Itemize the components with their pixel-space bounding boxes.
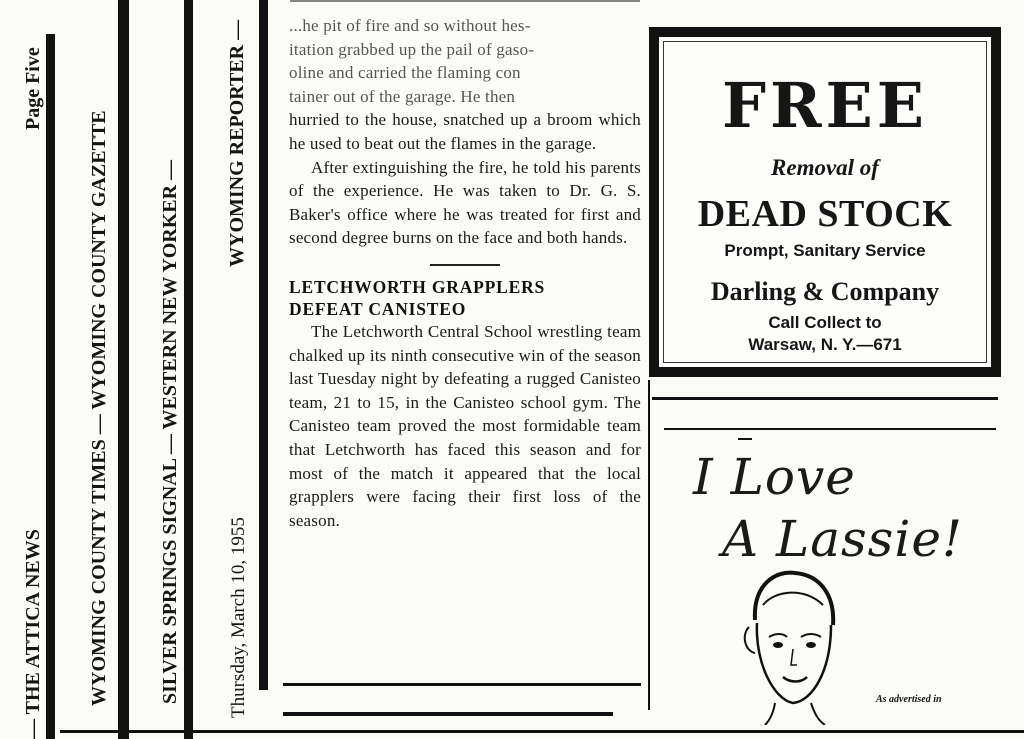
headline: DEFEAT CANISTEO — [289, 298, 467, 319]
bottom-rule — [283, 683, 641, 686]
page-bottom-rule — [60, 730, 1024, 733]
article-paragraph: hurried to the house, snatched up a broom which he used to beat out the flames in the garage. — [289, 110, 641, 153]
lassie-headline-1: I Love — [693, 448, 856, 506]
ad-free: FREE — [721, 69, 929, 142]
masthead-rule — [184, 0, 193, 739]
masthead-rule — [46, 34, 55, 739]
masthead-rule — [118, 0, 129, 739]
paper-wyoming-times-gazette: WYOMING COUNTY TIMES — WYOMING COUNTY GAZETTE — [88, 110, 110, 706]
ad-rule — [738, 438, 752, 440]
ad-dead-stock: DEAD STOCK — [697, 193, 953, 235]
faded-line: ...he pit of fire and so without hes- — [289, 16, 531, 35]
section-divider — [430, 264, 500, 266]
masthead-rule — [259, 0, 268, 690]
article-paragraph: The Letchworth Central School wrestling team chalked up its ninth consecutive win of the season last Tuesday night by defeating a rugged Canisteo team, 21 to 15, in the Canisteo school gym. The Canisteo team proved the most formidable team that Letchworth has faced this season and for most of the match it appeared that the local grapplers were facing their first loss of the season. — [289, 321, 641, 530]
bottom-rule — [283, 712, 613, 716]
headline: LETCHWORTH GRAPPLERS — [289, 276, 546, 297]
woman-face-illustration — [735, 565, 845, 725]
ad-call-collect: Call Collect to — [768, 313, 882, 332]
article-column — [289, 14, 641, 532]
ad-rule — [664, 428, 996, 430]
paper-silver-springs-western: SILVER SPRINGS SIGNAL — WESTERN NEW YORKER — — [159, 159, 181, 704]
lassie-headline-2: A Lassie! — [722, 510, 964, 568]
ad-removal: Removal of — [771, 155, 879, 180]
top-rule — [290, 0, 640, 2]
paper-attica-news: — THE ATTICA NEWS — [22, 529, 44, 739]
ad-prompt-service: Prompt, Sanitary Service — [724, 241, 926, 260]
faded-line: tainer out of the garage. He then — [289, 86, 516, 106]
as-advertised-in: As advertised in — [876, 694, 942, 705]
ad-rule — [652, 397, 998, 400]
ad-company: Darling & Company — [710, 277, 940, 306]
dead-stock-ad — [649, 27, 1001, 377]
faded-line: oline and carried the flaming con — [289, 63, 521, 83]
column-rule — [648, 380, 650, 710]
paper-wyoming-reporter: WYOMING REPORTER — — [226, 19, 248, 267]
ad-warsaw: Warsaw, N. Y.—671 — [748, 335, 902, 354]
article-paragraph: After extinguishing the fire, he told his parents of the experience. He was taken to Dr. G. S. Baker's office where he was treated for first and second degree burns on the face and both hands. — [289, 157, 641, 248]
faded-line: itation grabbed up the pail of gaso- — [289, 39, 535, 59]
issue-date: Thursday, March 10, 1955 — [228, 517, 249, 718]
page-label: Page Five — [22, 47, 44, 130]
